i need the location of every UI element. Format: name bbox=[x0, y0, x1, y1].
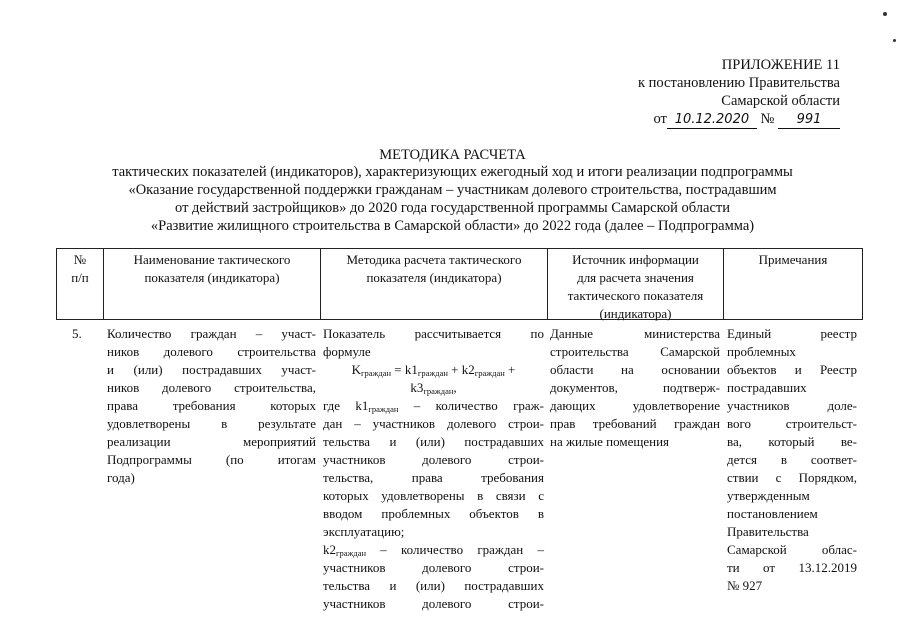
text-line: которых удовлетворены в связи с bbox=[323, 488, 544, 503]
text-line: Подпрограммы (по итогам bbox=[107, 452, 316, 467]
text-line: строительства Самарской bbox=[550, 344, 720, 359]
row-number: 5. bbox=[72, 326, 82, 341]
text-line: ников долевого строительства, bbox=[107, 380, 316, 395]
text-line: Показатель рассчитывается по bbox=[323, 326, 544, 341]
text-line: ти от 13.12.2019 bbox=[727, 560, 857, 575]
definition-subscript: граждан bbox=[368, 404, 399, 414]
formula-part: k3 bbox=[410, 380, 424, 395]
formula-subscript: граждан bbox=[474, 368, 505, 378]
text-line: дется в соответ- bbox=[727, 452, 857, 467]
definition-part: где k1 bbox=[323, 398, 369, 413]
text-line: Самарской облас- bbox=[727, 542, 857, 557]
text-line: ва, который ве- bbox=[727, 434, 857, 449]
handwritten-date: 10.12.2020 bbox=[667, 112, 757, 129]
table-top-border bbox=[56, 248, 863, 249]
k2-definition bbox=[323, 541, 544, 559]
text-line: вого строительст- bbox=[727, 416, 857, 431]
text-line: Единый реестр bbox=[727, 326, 857, 341]
header-text: тактического показателя bbox=[567, 288, 704, 303]
formula-part: + bbox=[504, 362, 516, 377]
text-line: эксплуатацию; bbox=[323, 524, 405, 539]
header-source bbox=[548, 251, 723, 323]
header-text: для расчета значения bbox=[577, 270, 694, 285]
text-line: тельства и (или) пострадавших bbox=[323, 578, 544, 593]
table-col-border bbox=[862, 248, 863, 320]
formula-line-2 bbox=[323, 379, 544, 397]
header-number bbox=[57, 251, 103, 287]
header-text: Наименование тактического bbox=[133, 252, 291, 267]
formula-subscript: граждан bbox=[417, 368, 448, 378]
text-line: пострадавших bbox=[727, 380, 807, 395]
text-line: удовлетворены в результате bbox=[107, 416, 316, 431]
text-line: тельства и (или) пострадавших bbox=[323, 434, 544, 449]
text-line: проблемных bbox=[727, 344, 796, 359]
subtitle-line: «Оказание государственной поддержки гражданам – участникам долевого строительства, пострадавшим bbox=[128, 182, 777, 198]
header-method bbox=[321, 251, 547, 287]
text-line: реализации мероприятий bbox=[107, 434, 316, 449]
text-line: № 927 bbox=[727, 578, 763, 593]
header-text: Примечания bbox=[758, 252, 828, 267]
date-prefix: от bbox=[653, 111, 667, 127]
appendix-line-2: Самарской области bbox=[721, 93, 840, 109]
appendix-title: ПРИЛОЖЕНИЕ 11 bbox=[721, 57, 840, 73]
appendix-date-line bbox=[580, 110, 840, 129]
text-line: участников долевого строи- bbox=[323, 596, 544, 611]
text-line: документов, подтверж- bbox=[550, 380, 720, 395]
text-line: вводом проблемных объектов в bbox=[323, 506, 544, 521]
formula-part: + k2 bbox=[447, 362, 475, 377]
text-line: участников доле- bbox=[727, 398, 857, 413]
formula-part: = k1 bbox=[391, 362, 418, 377]
handwritten-number: 991 bbox=[778, 112, 840, 129]
text-line: ствии с Порядком, bbox=[727, 470, 857, 485]
text-line: дающих удовлетворение bbox=[550, 398, 720, 413]
formula-part: K bbox=[351, 362, 361, 377]
number-prefix: № bbox=[760, 111, 775, 127]
row-notes bbox=[727, 325, 857, 595]
text-line: года) bbox=[107, 470, 135, 485]
text-line: участников долевого строи- bbox=[323, 452, 544, 467]
scan-speck bbox=[883, 12, 887, 16]
text-line: утвержденным bbox=[727, 488, 810, 503]
document-title: МЕТОДИКА РАСЧЕТА bbox=[379, 147, 526, 163]
header-text: Методика расчета тактического bbox=[346, 252, 522, 267]
scan-speck bbox=[893, 39, 896, 42]
subtitle-line: тактических показателей (индикаторов), характеризующих ежегодный ход и итоги реализации подпрограммы bbox=[112, 164, 793, 180]
text-line: участников долевого строи- bbox=[323, 560, 544, 575]
definition-part: – количество граж- bbox=[398, 398, 544, 413]
row-method bbox=[323, 325, 544, 613]
header-text: п/п bbox=[71, 270, 89, 285]
header-text: показателя (индикатора) bbox=[366, 270, 502, 285]
subtitle-line: от действий застройщиков» до 2020 года государственной программы Самарской области bbox=[175, 200, 730, 216]
formula-part: , bbox=[453, 380, 457, 395]
text-line: формуле bbox=[323, 344, 371, 359]
formula-subscript: граждан bbox=[361, 368, 392, 378]
header-indicator-name bbox=[104, 251, 320, 287]
text-line: постановлением bbox=[727, 506, 818, 521]
text-line: Данные министерства bbox=[550, 326, 720, 341]
text-line: тельства, права требования bbox=[323, 470, 544, 485]
definition-part: – количество граждан – bbox=[366, 542, 544, 557]
text-line: объектов и Реестр bbox=[727, 362, 857, 377]
row-source bbox=[550, 325, 720, 451]
appendix-block bbox=[580, 56, 840, 129]
header-text: (индикатора) bbox=[599, 306, 672, 321]
appendix-line-1: к постановлению Правительства bbox=[638, 75, 840, 91]
definition-subscript: граждан bbox=[336, 548, 367, 558]
k1-definition bbox=[323, 397, 544, 415]
text-line: права требования которых bbox=[107, 398, 316, 413]
text-line: Правительства bbox=[727, 524, 809, 539]
text-line: дан – участников долевого строи- bbox=[323, 416, 544, 431]
definition-part: k2 bbox=[323, 542, 336, 557]
document-subtitle bbox=[0, 163, 905, 235]
text-line: ников долевого строительства bbox=[107, 344, 316, 359]
text-line: на жилые помещения bbox=[550, 434, 670, 449]
table-header-border bbox=[56, 319, 863, 320]
text-line: Количество граждан – участ- bbox=[107, 326, 316, 341]
formula-subscript: граждан bbox=[423, 386, 454, 396]
header-notes bbox=[724, 251, 862, 269]
row-indicator-name bbox=[107, 325, 316, 487]
header-text: показателя (индикатора) bbox=[144, 270, 280, 285]
header-text: № bbox=[73, 252, 87, 267]
formula-line-1 bbox=[323, 361, 544, 379]
text-line: прав требований граждан bbox=[550, 416, 720, 431]
subtitle-line: «Развитие жилищного строительства в Самарской области» до 2022 года (далее – Подпрограмма) bbox=[150, 218, 755, 234]
header-text: Источник информации bbox=[572, 252, 699, 267]
text-line: и (или) пострадавших участ- bbox=[107, 362, 316, 377]
text-line: области на основании bbox=[550, 362, 720, 377]
